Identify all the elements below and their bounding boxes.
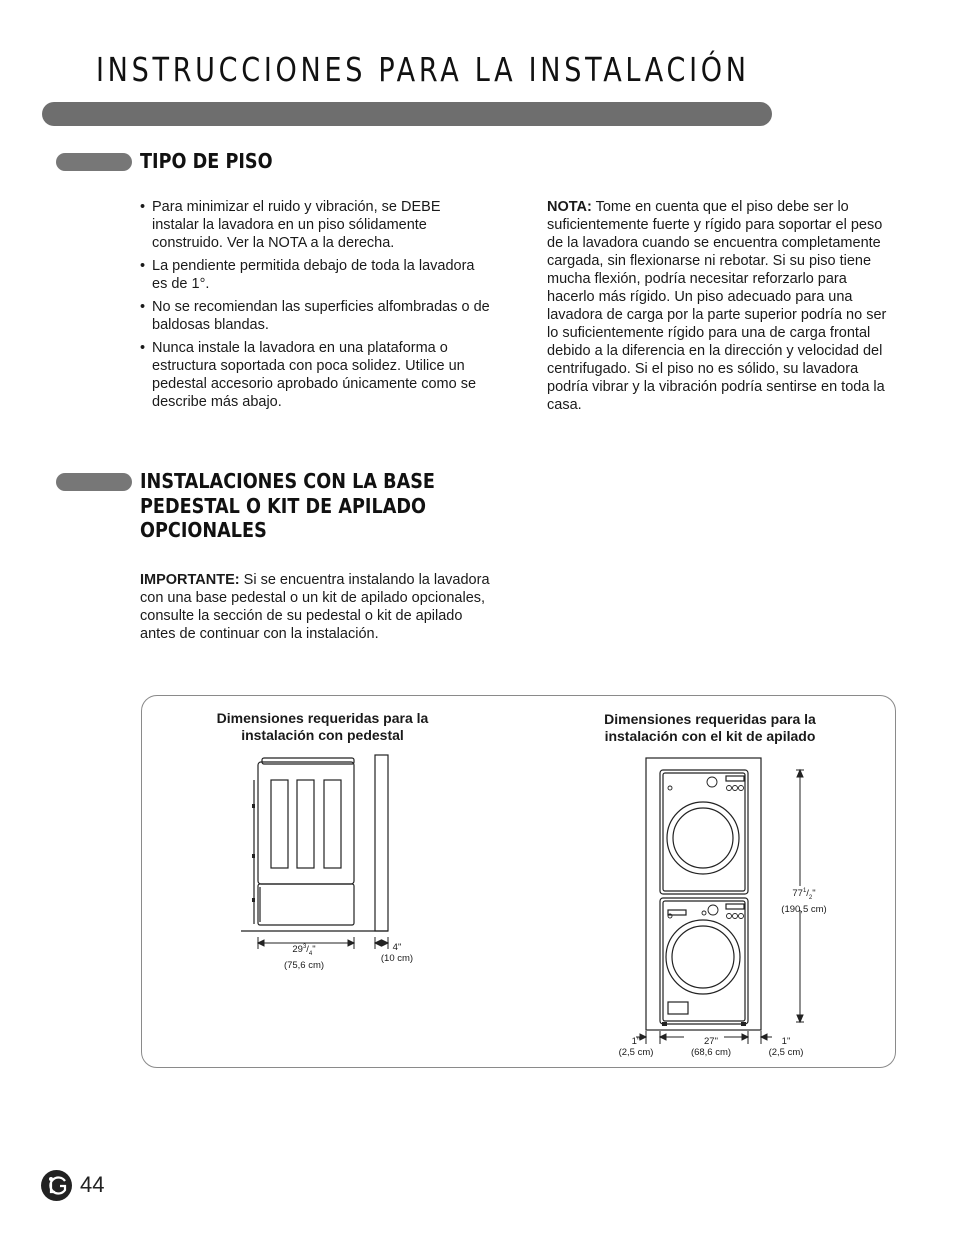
stacking-diagram-caption: Dimensiones requeridas para la instalación con el kit de apilado — [604, 711, 816, 744]
section-heading-floor-type: TIPO DE PISO — [140, 149, 273, 173]
stack-width-dimension: 27" (68,6 cm) — [690, 1036, 732, 1058]
note-label: NOTA: — [547, 199, 592, 215]
important-label: IMPORTANTE: — [140, 572, 240, 588]
note-text: Tome en cuenta que el piso debe ser lo suficientemente fuerte y rígido para soportar el peso de la lavadora cuando se encuentra completamente cargada, sin flexionarse ni rebotar. Si su piso tiene mucha flexión, podría necesitar reforzarlo para hacerlo más rígido. Un piso adecuado para una lavadora de carga por la parte superior podría no ser lo suficientemente rígido para una de carga frontal debido a la diferencia en la dirección y velocidad del centrifugado. Si el piso no es sólido, su lavadora podría vibrar y la vibración podría sentirse en toda la casa. — [547, 199, 887, 413]
lg-logo-icon — [40, 1169, 73, 1202]
list-item: • No se recomiendan las superficies alfombradas o de baldosas blandas. — [140, 299, 490, 333]
stack-height-dimension: $77^1/_2$" (190,5 cm) — [781, 888, 827, 916]
section-marker-pill — [56, 473, 132, 491]
floor-requirements-list — [140, 198, 490, 416]
stack-left-gap-dimension: 1" (2,5 cm) — [618, 1036, 654, 1058]
stack-right-gap-dimension: 1" (2,5 cm) — [768, 1036, 804, 1058]
pedestal-depth-dimension: $29^3/_4$" (75,6 cm) — [283, 944, 325, 972]
section-heading-pedestal-kit: INSTALACIONES CON LA BASE PEDESTAL O KIT DE APILADO OPCIONALES — [140, 469, 435, 542]
list-item: • Para minimizar el ruido y vibración, se DEBE instalar la lavadora en un piso sólidamente construido. Ver la NOTA a la derecha. — [140, 199, 441, 251]
important-text: Si se encuentra instalando la lavadora con una base pedestal o un kit de apilado opcionales, consulte la sección de su pedestal o kit de apilado antes de continuar con la instalación. — [140, 572, 490, 642]
page-title: INSTRUCCIONES PARA LA INSTALACIÓN — [96, 50, 750, 89]
pedestal-wall-gap-dimension: 4" (10 cm) — [380, 942, 414, 964]
pedestal-diagram-caption: Dimensiones requeridas para la instalación con pedestal — [216, 710, 429, 743]
title-divider-bar — [42, 102, 772, 126]
section-marker-pill — [56, 153, 132, 171]
list-item: • La pendiente permitida debajo de toda la lavadora es de 1°. — [140, 258, 475, 292]
important-notice — [140, 571, 490, 643]
page-number: 44 — [80, 1172, 105, 1197]
list-item: • Nunca instale la lavadora en una plataforma o estructura soportada con poca solidez. Utilice un pedestal accesorio aprobado únicamente como se describe más abajo. — [140, 340, 477, 410]
pedestal-side-view-drawing — [236, 750, 436, 955]
floor-note — [547, 198, 897, 414]
